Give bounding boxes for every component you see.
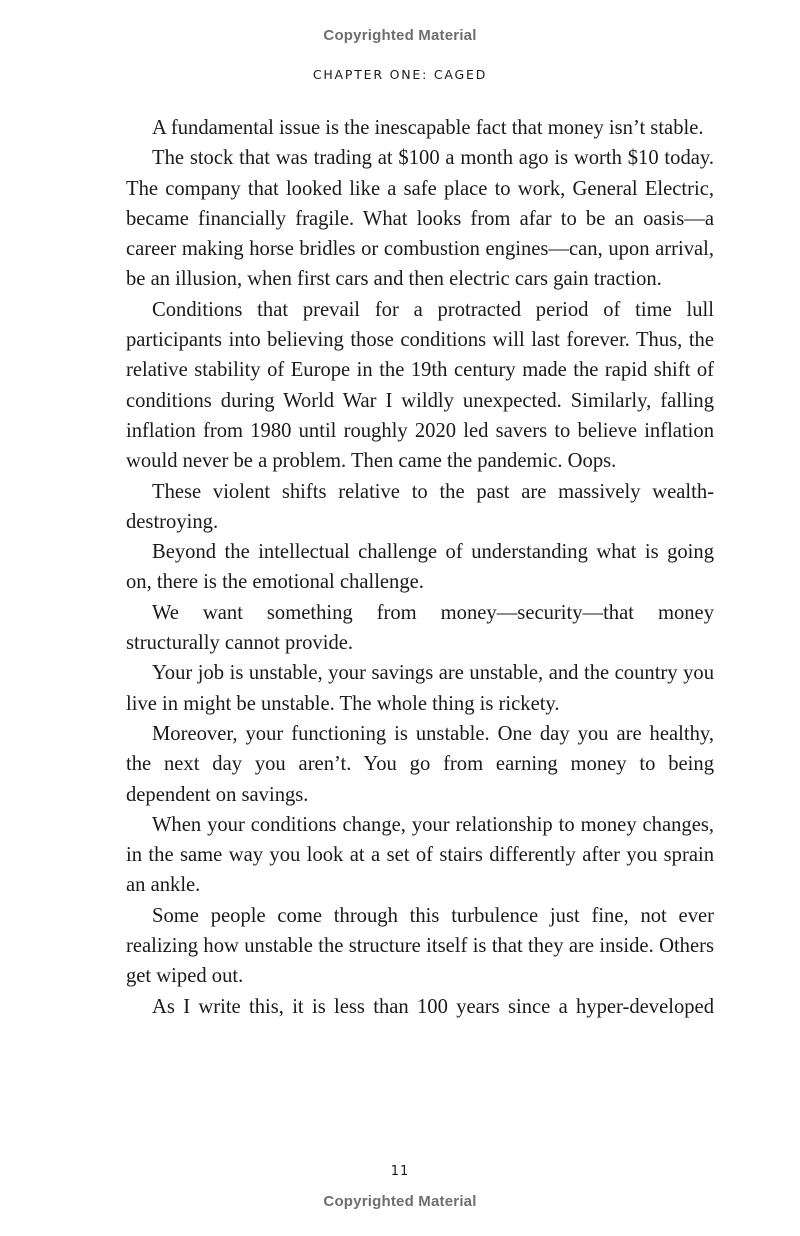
paragraph: Some people come through this turbulence just fine, not ever realizing how unstable the structure itself is that they are inside. Others get wiped out. (126, 904, 714, 988)
paragraph: These violent shifts relative to the past are massively wealth-destroying. (126, 480, 714, 533)
copyright-watermark-bottom: Copyrighted Material (323, 1193, 477, 1210)
body-text (126, 113, 714, 1022)
running-head: CHAPTER ONE: CAGED (312, 67, 488, 82)
paragraph: Beyond the intellectual challenge of understanding what is going on, there is the emotional challenge. (126, 541, 714, 594)
paragraph: Your job is unstable, your savings are unstable, and the country you live in might be unstable. The whole thing is rickety. (126, 662, 714, 715)
paragraph: The stock that was trading at $100 a month ago is worth $10 today. The company that looked like a safe place to work, General Electric, became financially fragile. What looks from afar to be an oasis—a career making horse bridles or combustion engines—can, upon arrival, be an illusion, when first cars and then electric cars gain traction. (126, 147, 714, 291)
paragraph: Moreover, your functioning is unstable. One day you are healthy, the next day you aren’t. You go from earning money to being dependent on savings. (126, 722, 714, 806)
page-number: 11 (390, 1164, 410, 1179)
paragraph: We want something from money—security—that money structurally cannot provide. (126, 601, 714, 655)
copyright-watermark-top: Copyrighted Material (323, 27, 477, 44)
paragraph: A fundamental issue is the inescapable fact that money isn’t stable. (152, 117, 704, 139)
paragraph-continued: As I write this, it is less than 100 years since a hyper-developed (152, 995, 714, 1018)
paragraph: Conditions that prevail for a protracted period of time lull participants into believing those conditions will last forever. Thus, the relative stability of Europe in the 19th century made the rapid shift of conditions during World War I wildly unexpected. Similarly, falling inflation from 1980 until roughly 2020 led savers to believe inflation would never be a problem. Then came the pandemic. Oops. (126, 298, 714, 473)
paragraph: When your conditions change, your relationship to money changes, in the same way you look at a set of stairs differently after you sprain an ankle. (126, 813, 714, 897)
